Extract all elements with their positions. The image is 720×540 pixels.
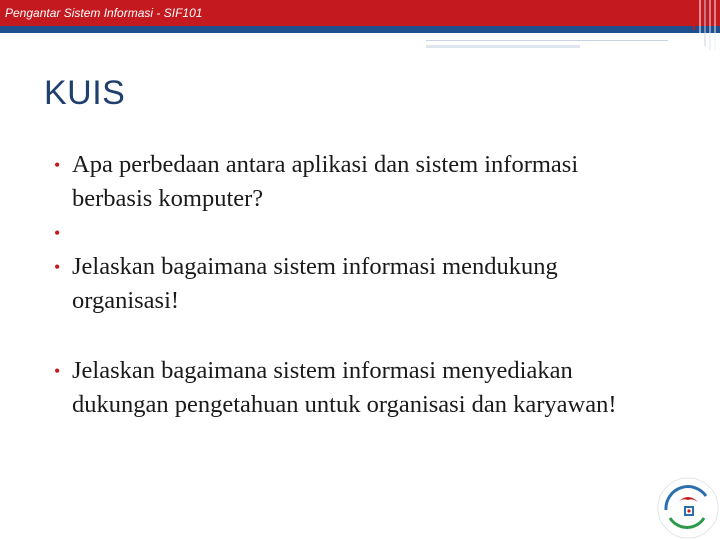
- header-decoration-icon: [692, 0, 720, 50]
- course-title: Pengantar Sistem Informasi - SIF101: [5, 6, 203, 20]
- bullet-text: Jelaskan bagaimana sistem informasi mendukung organisasi!: [72, 253, 558, 314]
- university-seal-icon: [648, 468, 720, 540]
- bullet-item-3: [54, 250, 654, 318]
- header-accent-strip: [0, 26, 720, 33]
- bullet-list: [54, 148, 654, 422]
- bullet-item-2: [54, 216, 654, 250]
- bullet-item-4: [54, 354, 654, 422]
- bullet-text: Jelaskan bagaimana sistem informasi menyediakan dukungan pengetahuan untuk organisasi dan karyawan!: [72, 357, 617, 418]
- slide-title: KUIS: [44, 74, 126, 112]
- bullet-dot-icon: •: [54, 223, 61, 243]
- bullet-text: [72, 219, 78, 246]
- bullet-text: Apa perbedaan antara aplikasi dan sistem informasi berbasis komputer?: [72, 151, 579, 212]
- bullet-dot-icon: •: [54, 257, 61, 277]
- bullet-dot-icon: •: [54, 155, 61, 175]
- header-rule-short: [426, 45, 580, 48]
- header-rule-long: [426, 40, 668, 41]
- bullet-dot-icon: •: [54, 361, 61, 381]
- bullet-item-1: [54, 148, 654, 216]
